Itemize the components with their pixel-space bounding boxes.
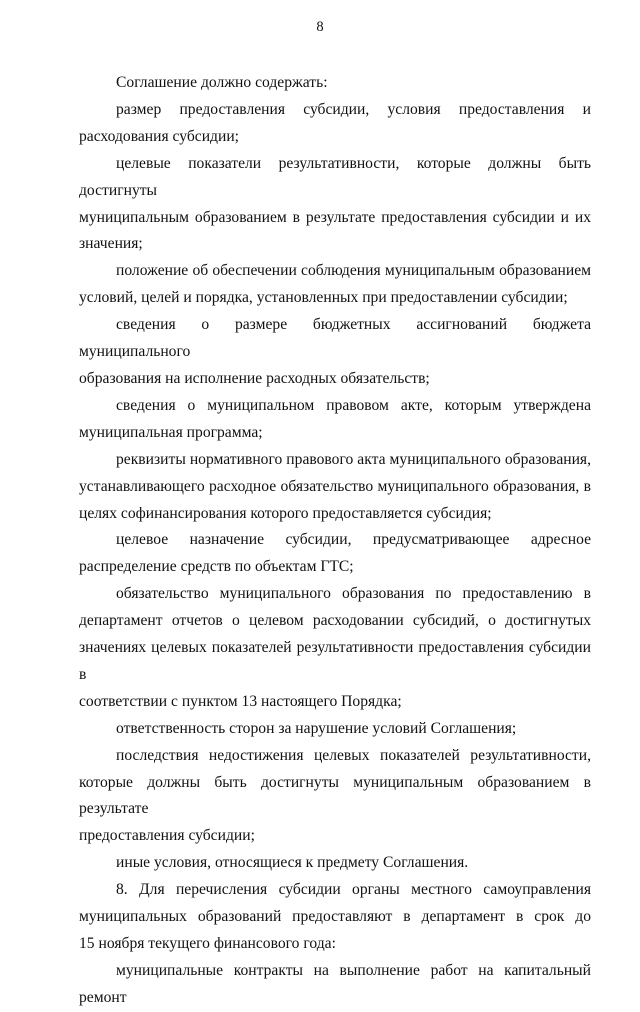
- text-line: муниципальных образований предоставляют в департамент в срок до: [79, 908, 591, 926]
- paragraph: [79, 312, 591, 393]
- paragraph: [79, 958, 591, 1012]
- paragraph: [79, 447, 591, 528]
- paragraph: [79, 877, 591, 958]
- paragraph: [79, 743, 591, 851]
- text-line: 8. Для перечисления субсидии органы местного самоуправления: [116, 881, 591, 899]
- paragraph: [79, 70, 591, 97]
- text-line: муниципальная программа;: [79, 423, 263, 441]
- text-line: предоставления субсидии;: [79, 827, 255, 845]
- text-line: последствия недостижения целевых показателей результативности,: [116, 746, 591, 764]
- text-line: Соглашение должно содержать:: [116, 74, 328, 91]
- text-line: муниципальные контракты на выполнение работ на капитальный ремонт: [79, 961, 591, 1006]
- paragraph: [79, 850, 591, 877]
- text-line: целевое назначение субсидии, предусматривающее адресное: [116, 531, 591, 549]
- text-line: условий, целей и порядка, установленных при предоставлении субсидии;: [79, 289, 568, 307]
- text-line: целевые показатели результативности, которые должны быть достигнуты: [79, 154, 591, 199]
- text-line: которые должны быть достигнуты муниципальным образованием в результате: [79, 773, 591, 818]
- text-line: значениях целевых показателей результативности предоставления субсидии в: [79, 639, 591, 683]
- text-line: соответствии с пунктом 13 настоящего Порядка;: [79, 692, 402, 710]
- paragraph: [79, 151, 591, 259]
- paragraph: [79, 97, 591, 151]
- paragraph: [79, 527, 591, 581]
- text-line: устанавливающего расходное обязательство муниципального образования, в: [79, 477, 591, 495]
- text-line: сведения о размере бюджетных ассигнований бюджета муниципального: [79, 316, 591, 361]
- text-line: распределение средств по объектам ГТС;: [79, 558, 354, 576]
- paragraph: [79, 716, 591, 743]
- text-line: целях софинансирования которого предоставляется субсидия;: [79, 504, 492, 522]
- text-line: образования на исполнение расходных обязательств;: [79, 369, 430, 387]
- text-line: значения;: [79, 235, 143, 253]
- text-line: департамент отчетов о целевом расходовании субсидий, о достигнутых: [79, 612, 591, 630]
- text-line: обязательство муниципального образования по предоставлению в: [116, 585, 591, 603]
- text-line: расходования субсидии;: [79, 127, 240, 145]
- text-line: ответственность сторон за нарушение условий Соглашения;: [116, 719, 517, 737]
- text-line: размер предоставления субсидии, условия предоставления и: [116, 100, 591, 118]
- text-line: 15 ноября текущего финансового года:: [79, 935, 336, 952]
- paragraph: [79, 581, 591, 716]
- text-line: иные условия, относящиеся к предмету Соглашения.: [116, 854, 469, 872]
- page-number: 8: [316, 19, 324, 35]
- paragraph: [79, 258, 591, 312]
- document-body: [79, 70, 591, 1012]
- text-line: реквизиты нормативного правового акта муниципального образования,: [116, 450, 591, 468]
- text-line: муниципальным образованием в результате предоставления субсидии и их: [79, 208, 591, 226]
- text-line: сведения о муниципальном правовом акте, которым утверждена: [116, 396, 591, 414]
- text-line: положение об обеспечении соблюдения муниципальным образованием: [116, 262, 591, 280]
- paragraph: [79, 393, 591, 447]
